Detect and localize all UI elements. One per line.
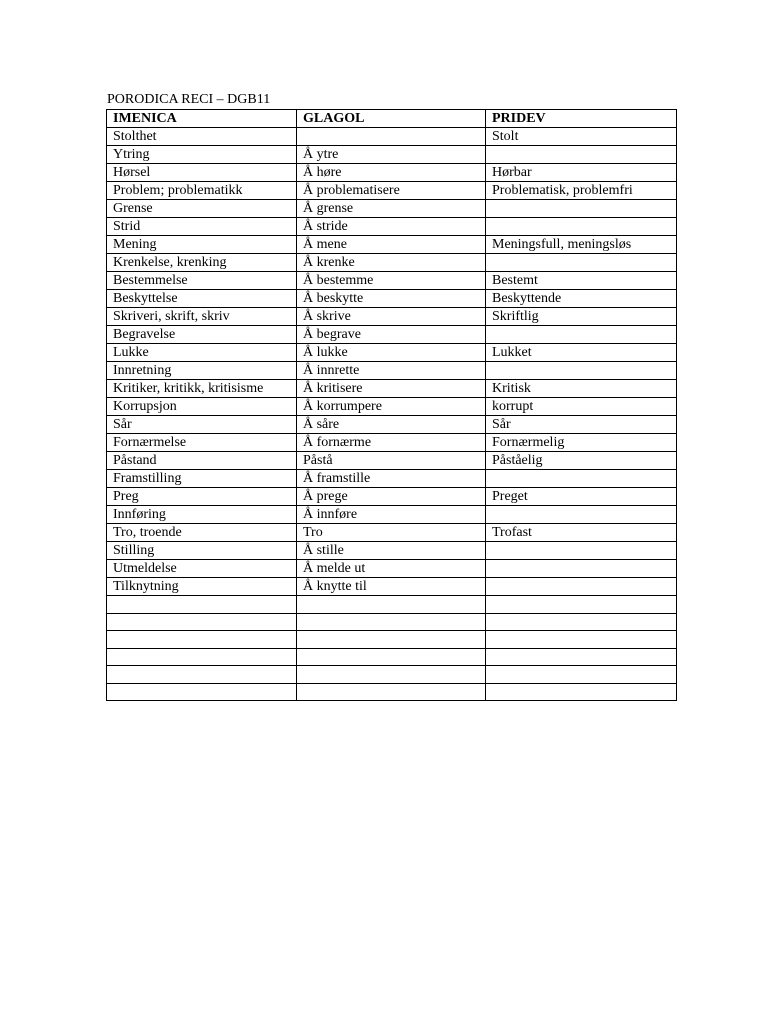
table-row xyxy=(107,666,677,684)
verb-cell: Å innføre xyxy=(297,506,486,524)
verb-cell xyxy=(297,666,486,684)
verb-cell: Å prege xyxy=(297,488,486,506)
noun-cell: Strid xyxy=(107,218,297,236)
table-row xyxy=(107,146,677,164)
noun-cell: Fornærmelse xyxy=(107,434,297,452)
adjective-cell xyxy=(486,578,677,596)
verb-cell xyxy=(297,648,486,666)
noun-cell: Framstilling xyxy=(107,470,297,488)
table-row xyxy=(107,596,677,614)
adjective-cell xyxy=(486,631,677,649)
adjective-cell: Sår xyxy=(486,416,677,434)
verb-cell xyxy=(297,596,486,614)
noun-cell: Påstand xyxy=(107,452,297,470)
header-noun: IMENICA xyxy=(107,110,297,128)
noun-cell: Utmeldelse xyxy=(107,560,297,578)
adjective-cell xyxy=(486,666,677,684)
table-row xyxy=(107,398,677,416)
noun-cell: Tilknytning xyxy=(107,578,297,596)
table-row xyxy=(107,200,677,218)
adjective-cell xyxy=(486,326,677,344)
adjective-cell xyxy=(486,648,677,666)
adjective-cell xyxy=(486,470,677,488)
verb-cell: Å stride xyxy=(297,218,486,236)
table-row xyxy=(107,488,677,506)
noun-cell xyxy=(107,596,297,614)
verb-cell: Å lukke xyxy=(297,344,486,362)
adjective-cell xyxy=(486,506,677,524)
noun-cell: Ytring xyxy=(107,146,297,164)
adjective-cell xyxy=(486,362,677,380)
noun-cell: Hørsel xyxy=(107,164,297,182)
table-row xyxy=(107,470,677,488)
noun-cell: Innføring xyxy=(107,506,297,524)
verb-cell xyxy=(297,128,486,146)
noun-cell: Stolthet xyxy=(107,128,297,146)
noun-cell: Begravelse xyxy=(107,326,297,344)
adjective-cell: Påståelig xyxy=(486,452,677,470)
verb-cell: Tro xyxy=(297,524,486,542)
verb-cell: Å ytre xyxy=(297,146,486,164)
noun-cell: Preg xyxy=(107,488,297,506)
adjective-cell: Stolt xyxy=(486,128,677,146)
verb-cell xyxy=(297,683,486,701)
adjective-cell xyxy=(486,683,677,701)
adjective-cell: Lukket xyxy=(486,344,677,362)
table-row xyxy=(107,218,677,236)
verb-cell: Å kritisere xyxy=(297,380,486,398)
noun-cell: Stilling xyxy=(107,542,297,560)
table-row xyxy=(107,506,677,524)
verb-cell: Å grense xyxy=(297,200,486,218)
table-row xyxy=(107,272,677,290)
table-row xyxy=(107,631,677,649)
adjective-cell xyxy=(486,613,677,631)
adjective-cell: Preget xyxy=(486,488,677,506)
table-row xyxy=(107,578,677,596)
verb-cell xyxy=(297,613,486,631)
table-row xyxy=(107,613,677,631)
verb-cell: Å knytte til xyxy=(297,578,486,596)
table-row xyxy=(107,524,677,542)
noun-cell: Korrupsjon xyxy=(107,398,297,416)
adjective-cell: Skriftlig xyxy=(486,308,677,326)
adjective-cell: Trofast xyxy=(486,524,677,542)
adjective-cell: Bestemt xyxy=(486,272,677,290)
adjective-cell xyxy=(486,596,677,614)
noun-cell: Tro, troende xyxy=(107,524,297,542)
noun-cell xyxy=(107,613,297,631)
adjective-cell: Hørbar xyxy=(486,164,677,182)
table-row xyxy=(107,416,677,434)
noun-cell: Mening xyxy=(107,236,297,254)
noun-cell: Sår xyxy=(107,416,297,434)
noun-cell xyxy=(107,631,297,649)
verb-cell: Å korrumpere xyxy=(297,398,486,416)
noun-cell: Skriveri, skrift, skriv xyxy=(107,308,297,326)
verb-cell: Påstå xyxy=(297,452,486,470)
verb-cell: Å framstille xyxy=(297,470,486,488)
table-row xyxy=(107,560,677,578)
adjective-cell: Meningsfull, meningsløs xyxy=(486,236,677,254)
header-adjective: PRIDEV xyxy=(486,110,677,128)
verb-cell: Å problematisere xyxy=(297,182,486,200)
verb-cell: Å krenke xyxy=(297,254,486,272)
noun-cell: Bestemmelse xyxy=(107,272,297,290)
adjective-cell xyxy=(486,560,677,578)
noun-cell: Krenkelse, krenking xyxy=(107,254,297,272)
table-row xyxy=(107,344,677,362)
table-row xyxy=(107,362,677,380)
verb-cell: Å høre xyxy=(297,164,486,182)
table-row xyxy=(107,542,677,560)
verb-cell: Å såre xyxy=(297,416,486,434)
table-row xyxy=(107,236,677,254)
adjective-cell: Beskyttende xyxy=(486,290,677,308)
table-row xyxy=(107,683,677,701)
adjective-cell: Kritisk xyxy=(486,380,677,398)
table-row xyxy=(107,308,677,326)
verb-cell: Å begrave xyxy=(297,326,486,344)
table-row xyxy=(107,290,677,308)
table-row xyxy=(107,380,677,398)
noun-cell: Problem; problematikk xyxy=(107,182,297,200)
table-row xyxy=(107,326,677,344)
verb-cell: Å mene xyxy=(297,236,486,254)
noun-cell xyxy=(107,648,297,666)
table-row xyxy=(107,254,677,272)
verb-cell: Å skrive xyxy=(297,308,486,326)
adjective-cell: Problematisk, problemfri xyxy=(486,182,677,200)
verb-cell: Å stille xyxy=(297,542,486,560)
adjective-cell xyxy=(486,218,677,236)
table-row xyxy=(107,182,677,200)
adjective-cell: korrupt xyxy=(486,398,677,416)
table-body xyxy=(107,128,677,701)
noun-cell: Beskyttelse xyxy=(107,290,297,308)
table-header-row xyxy=(107,110,677,128)
adjective-cell: Fornærmelig xyxy=(486,434,677,452)
adjective-cell xyxy=(486,200,677,218)
verb-cell: Å beskytte xyxy=(297,290,486,308)
noun-cell xyxy=(107,683,297,701)
table-row xyxy=(107,164,677,182)
verb-cell: Å fornærme xyxy=(297,434,486,452)
noun-cell: Grense xyxy=(107,200,297,218)
table-row xyxy=(107,128,677,146)
noun-cell: Lukke xyxy=(107,344,297,362)
verb-cell xyxy=(297,631,486,649)
adjective-cell xyxy=(486,146,677,164)
adjective-cell xyxy=(486,254,677,272)
adjective-cell xyxy=(486,542,677,560)
noun-cell xyxy=(107,666,297,684)
table-row xyxy=(107,434,677,452)
verb-cell: Å melde ut xyxy=(297,560,486,578)
document-title: PORODICA RECI – DGB11 xyxy=(107,92,271,107)
verb-cell: Å bestemme xyxy=(297,272,486,290)
word-family-table xyxy=(106,109,677,701)
table-row xyxy=(107,648,677,666)
table-row xyxy=(107,452,677,470)
noun-cell: Innretning xyxy=(107,362,297,380)
header-verb: GLAGOL xyxy=(297,110,486,128)
noun-cell: Kritiker, kritikk, kritisisme xyxy=(107,380,297,398)
verb-cell: Å innrette xyxy=(297,362,486,380)
